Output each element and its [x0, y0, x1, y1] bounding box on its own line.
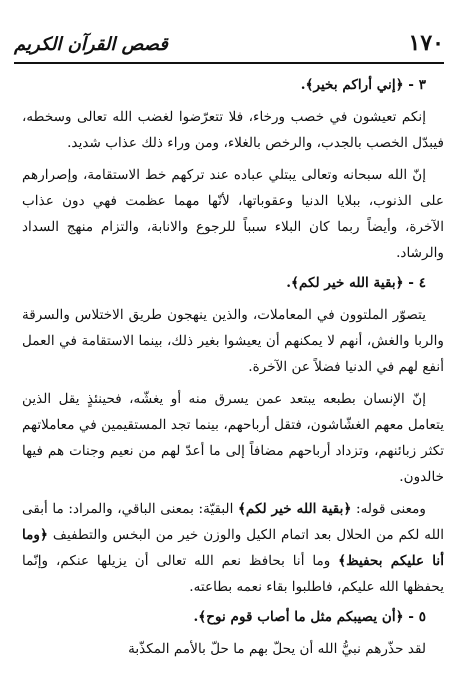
running-title: قصص القرآن الكريم — [14, 34, 168, 55]
page-number: ١٧٠ — [408, 30, 444, 56]
section-heading-5 — [22, 604, 444, 630]
header-rule — [14, 62, 444, 64]
text-run: البقيّة: بمعنى الباقي، والمراد: ما أبقى الله لكم من الحلال بعد اتمام الكيل والوزن خير من البخس والتطفيف — [22, 501, 444, 543]
heading-tail: . — [193, 609, 199, 625]
heading-title: ﴿بقية الله خير لكم﴾ — [290, 275, 404, 291]
heading-number: ٥ - — [403, 609, 426, 625]
paragraph: لقد حذّرهم نبيُّ الله أن يحلّ بهم ما حلّ بالأمم المكذّبة — [128, 641, 426, 657]
paragraph: إنّ الله سبحانه وتعالى يبتلي عباده عند تركهم خط الاستقامة، وإصرارهم على الذنوب، ببلايا الدنيا وعقوباتها، لأنّها مهما عظمت فهي دون عذاب الآخرة، وأيضاً ربما كان البلاء سبباً للرجوع والانابة، والتزام منهج السداد والرشاد. — [22, 167, 444, 261]
heading-tail: . — [286, 275, 291, 291]
page-header — [14, 30, 444, 64]
heading-number: ٤ - — [403, 275, 426, 291]
page-body — [22, 68, 444, 662]
quran-quote: ﴿وما أنا عليكم بحفيظ﴾ — [22, 527, 444, 569]
heading-title: ﴿أن يصيبكم مثل ما أصاب قوم نوح﴾ — [198, 609, 404, 625]
heading-tail: . — [300, 77, 306, 93]
paragraph: إنكم تعيشون في خصب ورخاء، فلا تتعرّضوا لغضب الله تعالى وسخطه، فيبدّل الخصب بالجدب، والرخص بالغلاء، ومن وراء ذلك عذاب شديد. — [22, 109, 444, 151]
section-heading-3 — [22, 72, 444, 98]
paragraph — [22, 496, 444, 600]
text-run: وما أنا بحافظ نعم الله تعالى أن يزيلها عنكم، وإنّما يحفظها الله عليكم، فاطلبوا بقاء نعمه بطاعته. — [22, 553, 444, 595]
paragraph: إنّ الإنسان بطبعه يبتعد عمن يسرق منه أو يغشّه، فحينئذٍ يقل الذين يتعامل معهم الغشّاشون، فتقل أرباحهم، بينما تجد المستقيمين في معاملاتهم تكثر زبائنهم، وتزداد أرباحهم مضافاً إلى ما أعدّ لهم من نعيم وجنات هم فيها خالدون. — [22, 391, 444, 485]
heading-title: ﴿إني أراكم بخير﴾ — [305, 77, 404, 93]
quran-quote: ﴿بقية الله خير لكم﴾ — [237, 501, 352, 517]
heading-number: ٣ - — [403, 77, 426, 93]
paragraph: يتصوّر الملتوون في المعاملات، والذين ينهجون طريق الاختلاس والسرقة والربا والغش، أنهم لا يمكنهم أن يعيشوا بغير ذلك، بينما الاستقامة في العمل أنفع لهم في الدنيا فضلاً عن الآخرة. — [22, 307, 444, 375]
section-heading-4 — [22, 270, 444, 296]
text-run: ومعنى قوله: — [351, 501, 427, 517]
